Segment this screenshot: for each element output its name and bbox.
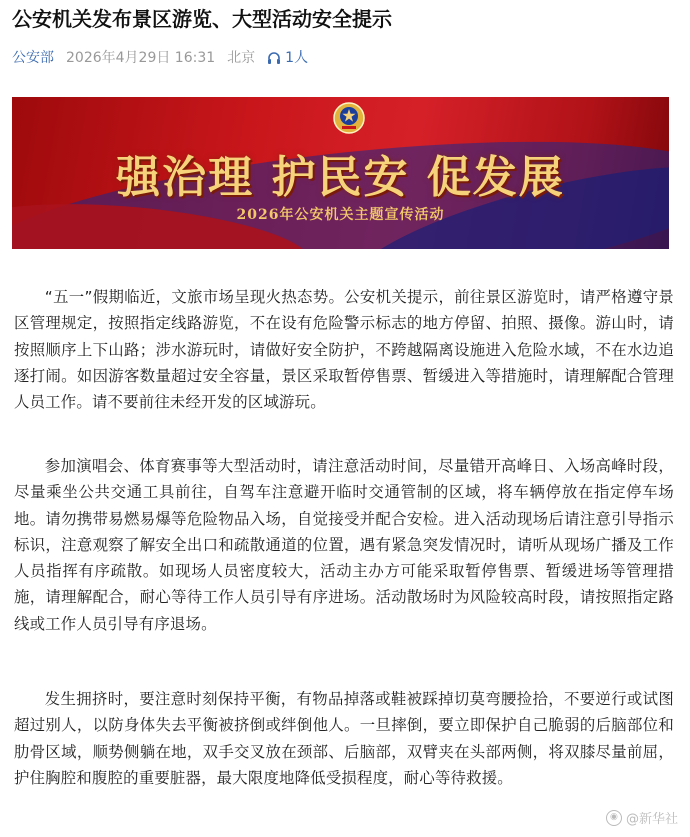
banner-image — [12, 97, 669, 249]
publish-datetime: 2026年4月29日 16:31 — [66, 50, 216, 66]
publish-location: 北京 — [227, 50, 256, 66]
source-link[interactable]: 公安部 — [12, 50, 54, 66]
watermark — [606, 808, 678, 827]
weibo-icon: ◉ — [606, 810, 622, 826]
banner-slogan: 强治理 护民安 促发展 — [116, 152, 565, 203]
police-emblem-icon — [332, 101, 366, 135]
article-meta — [12, 47, 308, 69]
listener-count: 1人 — [285, 50, 309, 66]
watermark-text: @新华社 — [625, 812, 678, 827]
body-paragraph: 发生拥挤时，要注意时刻保持平衡，有物品掉落或鞋被踩掉切莫弯腰捡拾，不要逆行或试图超过别人，以防身体失去平衡被挤倒或绊倒他人。一旦摔倒，要立即保护自己脆弱的后脑部位和肋骨区域，顺势侧躺在地，双手交叉放在颈部、后脑部，双臂夹在头部两侧，将双膝尽量前屈，护住胸腔和腹腔的重要脏器，最大限度地降低受损程度，耐心等待救援。 — [14, 690, 674, 787]
body-paragraph: 参加演唱会、体育赛事等大型活动时，请注意活动时间，尽量错开高峰日、入场高峰时段，尽量乘坐公共交通工具前往，自驾车注意避开临时交通管制的区域，将车辆停放在指定停车场地。请勿携带易燃易爆等危险物品入场，自觉接受并配合安检。进入活动现场后请注意引导指示标识，注意观察了解安全出口和疏散通道的位置，遇有紧急突发情况时，请听从现场广播及工作人员指挥有序疏散。如现场人员密度较大，活动主办方可能采取暂停售票、暂缓进场等管理措施，请理解配合，耐心等待工作人员引导有序进场。活动散场时为风险较高时段，请按照指定路线或工作人员引导有序退场。 — [14, 457, 674, 633]
banner-subtitle: 2026年公安机关主题宣传活动 — [236, 207, 445, 223]
body-paragraph: “五一”假期临近，文旅市场呈现火热态势。公安机关提示，前往景区游览时，请严格遵守景区管理规定，按照指定线路游览，不在设有危险警示标志的地方停留、拍照、摄像。游山时，请按照顺序上下山路；涉水游玩时，请做好安全防护，不跨越隔离设施进入危险水域，不在水边追逐打闹。如因游客数量超过安全容量，景区采取暂停售票、暂缓进入等措施时，请理解配合管理人员工作。请不要前往未经开发的区域游玩。 — [14, 288, 674, 412]
headphones-icon — [267, 51, 281, 65]
listen-button[interactable] — [267, 47, 308, 69]
article-title: 公安机关发布景区游览、大型活动安全提示 — [12, 7, 392, 31]
